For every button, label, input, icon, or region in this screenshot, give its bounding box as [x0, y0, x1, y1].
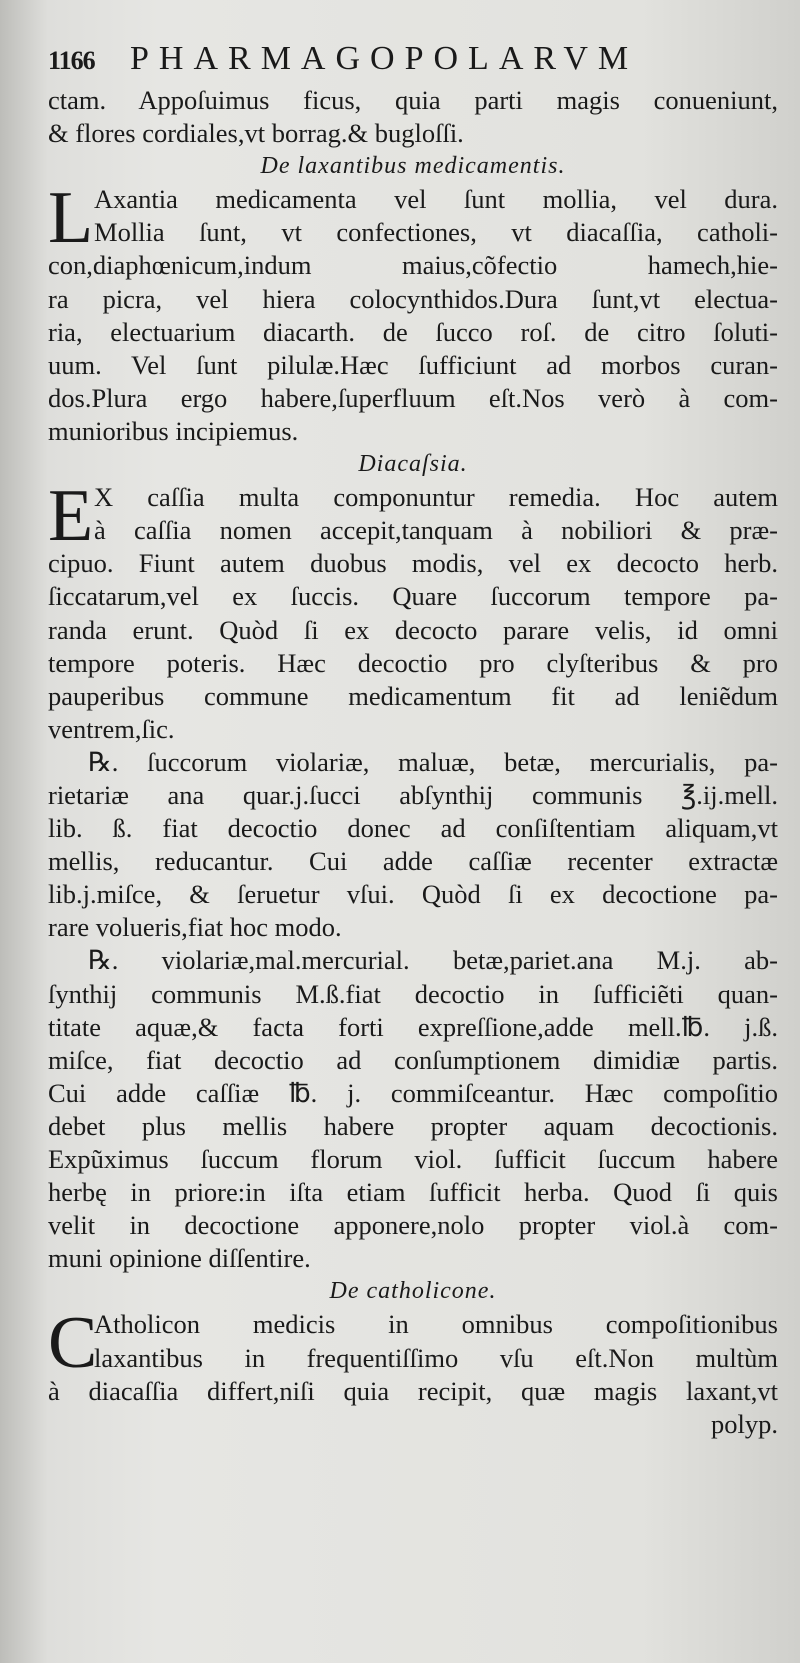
- drop-capital: L: [48, 177, 94, 260]
- text-line: laxantibus in frequentiſſimo vſu eſt.Non multùm: [94, 1342, 778, 1373]
- text-line: rare volueris,fiat hoc modo.: [48, 912, 342, 943]
- text-line: ctam. Appoſuimus ficus, quia parti magis conueniunt,: [48, 85, 778, 115]
- text-line: Mollia ſunt, vt confectiones, vt diacaſſia, catholi-: [94, 217, 778, 248]
- page-number: 1166: [48, 46, 95, 75]
- text-line: ra picra, vel hiera colocynthidos.Dura ſunt,vt electua-: [48, 283, 778, 314]
- text-line: uum. Vel ſunt pilulæ.Hæc ſufficiunt ad morbos curan-: [48, 349, 778, 380]
- text-line: cipuo. Fiunt autem duobus modis, vel ex decocto herb.: [48, 548, 778, 579]
- recipe-paragraph: [48, 746, 778, 945]
- text-line: ventrem,ſic.: [48, 713, 175, 744]
- text-line: munioribus incipiemus.: [48, 415, 299, 446]
- text-line: ſiccatarum,vel ex ſuccis. Quare ſuccorum tempore pa-: [48, 581, 778, 612]
- text-line: muni opinione diſſentire.: [48, 1243, 311, 1274]
- text-line: & flores cordiales,vt borrag.& bugloſſi.: [48, 118, 464, 149]
- text-line: ℞. violariæ,mal.mercurial. betæ,pariet.ana M.j. ab-: [88, 945, 778, 976]
- text-line: mellis, reducantur. Cui adde caſſiæ recenter extractæ: [48, 846, 778, 877]
- text-line: X caſſia multa componuntur remedia. Hoc autem: [94, 482, 778, 513]
- text-line: con,diaphœnicum,indum maius,cõfectio hamech,hie-: [48, 250, 778, 281]
- text-line: Expũximus ſuccum florum viol. ſufficit ſuccum habere: [48, 1144, 778, 1174]
- recipe-paragraph: [48, 944, 778, 1275]
- text-line: tempore poteris. Hæc decoctio pro clyſteribus & pro: [48, 647, 778, 678]
- text-line: dos.Plura ergo habere,ſuperfluum eſt.Nos verò à com-: [48, 382, 778, 413]
- paragraph: [48, 177, 778, 448]
- drop-capital: C: [48, 1302, 98, 1385]
- text-line: miſce, fiat decoctio ad conſumptionem dimidiæ partis.: [48, 1044, 778, 1075]
- text-line: pauperibus commune medicamentum fit ad leniẽdum: [48, 680, 778, 711]
- catchword: polyp.: [711, 1408, 778, 1439]
- section-heading: Diacaſsia.: [358, 451, 468, 478]
- paragraph: [48, 475, 778, 746]
- section-heading: De catholicone.: [329, 1278, 497, 1305]
- text-line: ria, electuarium diacarth. de ſucco roſ. de citro ſoluti-: [48, 316, 778, 347]
- text-line: titate aquæ,& facta forti expreſſione,adde mell.℔. j.ß.: [48, 1011, 778, 1042]
- text-line: velit in decoctione apponere,nolo propter viol.à com-: [48, 1210, 778, 1241]
- text-line: Atholicon medicis in omnibus compoſitionibus: [94, 1309, 778, 1340]
- text-line: Cui adde caſſiæ ℔. j. commiſceantur. Hæc compoſitio: [48, 1077, 778, 1108]
- text-line: lib. ß. fiat decoctio donec ad conſiſtentiam aliquam,vt: [48, 813, 778, 844]
- text-line: debet plus mellis habere propter aquam decoctionis.: [48, 1110, 778, 1141]
- running-head: [48, 40, 778, 84]
- text-line: lib.j.miſce, & ſeruetur vſui. Quòd ſi ex decoctione pa-: [48, 879, 778, 910]
- text-line: à diacaſſia differt,niſi quia recipit, quæ magis laxant,vt: [48, 1375, 778, 1406]
- text-line: herbę in priore:in iſta etiam ſufficit herba. Quod ſi quis: [48, 1177, 778, 1208]
- running-title: PHARMAGOPOLARVM: [130, 40, 639, 77]
- drop-capital: E: [48, 475, 94, 558]
- paragraph: [48, 1302, 778, 1407]
- text-line: ℞. ſuccorum violariæ, maluæ, betæ, mercurialis, pa-: [88, 746, 778, 777]
- section-heading: De laxantibus medicamentis.: [260, 153, 566, 180]
- text-line: Axantia medicamenta vel ſunt mollia, vel dura.: [94, 184, 778, 215]
- text-line: à caſſia nomen accepit,tanquam à nobiliori & præ-: [94, 515, 778, 546]
- text-line: rietariæ ana quar.j.ſucci abſynthij communis ℥.ij.mell.: [48, 779, 778, 810]
- text-line: randa erunt. Quòd ſi ex decocto parare velis, id omni: [48, 614, 778, 645]
- text-line: ſynthij communis M.ß.fiat decoctio in ſufficiẽti quan-: [48, 978, 778, 1009]
